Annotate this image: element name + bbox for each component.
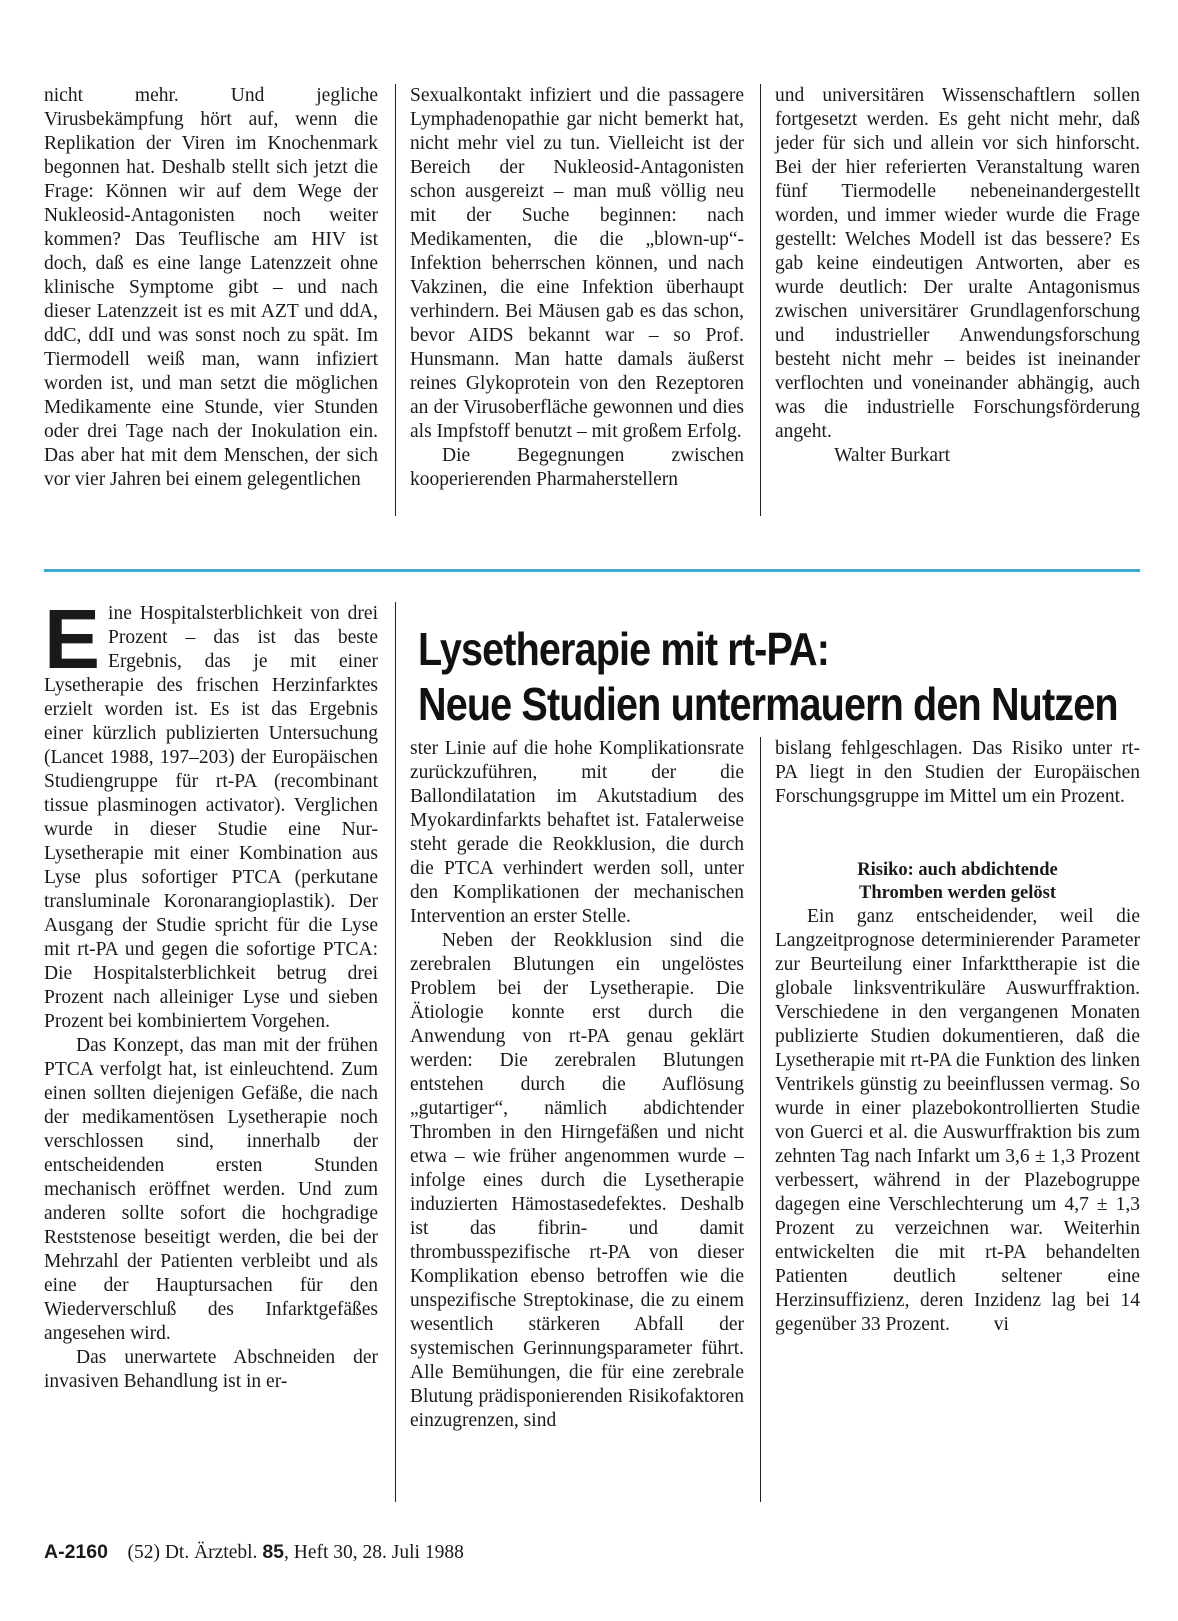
headline-line: Lysetherapie mit rt-PA: xyxy=(418,623,830,675)
citation-text: (52) Dt. Ärztebl. xyxy=(127,1542,258,1563)
main-col2-paragraph: ster Linie auf die hohe Komplikationsrate zurückzuführen, mit der die Ballondilatation im Akutstadium des Myokardinfarkts behaftet ist. Fatalerweise steht gerade die Reokklusion, die durch die PTCA verhindert werden soll, unter den Komplikationen der mechanischen Intervention an erster Stelle. xyxy=(410,738,744,927)
author-initials: vi xyxy=(993,1314,1009,1335)
top-col2-paragraph: Die Begegnungen zwischen kooperierenden Pharmaherstellern xyxy=(410,445,744,490)
column-rule xyxy=(760,737,761,1502)
author-signature: Walter Burkart xyxy=(834,445,950,466)
top-col1-text: nicht mehr. Und jegliche Virusbekämpfung hört auf, wenn die Replikation der Viren im Knochenmark begonnen hat. Deshalb stellt sich jetzt die Frage: Können wir auf dem Wege der Nukleosid-Antagonisten noch weiter kommen? Das Teuflische am HIV ist doch, daß es eine lange Latenzzeit ohne klinische Symptome gibt – und nach dieser Latenzzeit ist es mit AZT und ddA, ddC, ddI und was sonst noch zu spät. Im Tiermodell weiß man, wann infiziert worden ist, und man setzt die möglichen Medikamente eine Stunde, vier Stunden oder drei Tage nach der Inokulation ein. Das aber hat mit dem Menschen, der sich vor vier Jahren bei einem gelegentlichen xyxy=(44,85,378,490)
main-column-1 xyxy=(44,592,378,1394)
column-rule xyxy=(395,602,396,1502)
citation-issue: , Heft 30, 28. Juli 1988 xyxy=(284,1542,464,1563)
main-col1-paragraph: Das unerwartete Abschneiden der invasiven Behandlung ist in er- xyxy=(44,1347,378,1392)
section-divider xyxy=(44,569,1140,572)
volume-number: 85 xyxy=(262,1541,285,1563)
main-column-3 xyxy=(775,737,1140,1337)
column-rule xyxy=(760,84,761,516)
subheading: Risiko: auch abdichtende Thromben werden gelöst xyxy=(857,860,1058,903)
main-col3-paragraph: Ein ganz entscheidender, weil die Langzeitprognose determinierender Parameter zur Beurteilung einer Infarkttherapie ist die globale linksventrikuläre Auswurffraktion. Verschiedene in den vergangenen Monaten publizierte Studien dokumentieren, daß die Lysetherapie mit rt-PA die Funktion des linken Ventrikels günstig zu beeinflussen vermag. So wurde in einer plazebokontrollierten Studie von Guerci et al. die Auswurffraktion bis zum zehnten Tag nach Infarkt um 3,6 ± 1,3 Prozent verbessert, während in der Plazebogruppe dagegen eine Verschlechterung um 4,7 ± 1,3 Prozent zu verzeichnen war. Weiterhin entwickelten die mit rt-PA behandelten Patienten deutlich seltener eine Herzinsuffizienz, deren Inzidenz lag bei 14 gegenüber 33 Prozent. vi xyxy=(775,906,1140,1335)
main-column-2 xyxy=(410,737,744,1433)
top-column-2 xyxy=(410,84,744,492)
top-column-1 xyxy=(44,84,378,492)
top-column-3 xyxy=(775,84,1140,468)
main-col1-paragraph: Eine Hospitalsterblichkeit von drei Prozent – das ist das beste Ergebnis, das je mit einer Lysetherapie des frischen Herzinfarktes erzielt worden ist. Es ist das Ergebnis einer kürzlich publizierten Untersuchung (Lancet 1988, 197–203) der Europäischen Studiengruppe für rt-PA (recombinant tissue plasminogen activator). Verglichen wurde in dieser Studie eine Nur-Lysetherapie mit einer Kombination aus Lyse plus sofortiger PTCA (perkutane transluminale Koronarangioplastik). Der Ausgang der Studie spricht für die Lyse mit rt-PA und gegen die sofortige PTCA: Die Hospitalsterblichkeit betrug drei Prozent nach alleiniger Lyse und sieben Prozent bei kombiniertem Vorgehen. xyxy=(44,592,378,1032)
page-footer xyxy=(44,1541,464,1564)
top-col2-paragraph: Sexualkontakt infiziert und die passagere Lymphadenopathie gar nicht bemerkt hat, nicht mehr viel zu tun. Vielleicht ist der Bereich der Nukleosid-Antagonisten schon ausgereizt – man muß völlig neu mit der Suche beginnen: nach Medikamenten, die die „blown-up“-Infektion beherrschen können, und nach Vakzinen, die eine Infektion überhaupt verhindern. Bei Mäusen gab es das schon, bevor AIDS bekannt war – so Prof. Hunsmann. Man hatte damals äußerst reines Glykoprotein von den Rezeptoren an der Virusoberfläche gewonnen und dies als Impfstoff benutzt – mit großem Erfolg. xyxy=(410,85,744,442)
top-col3-text: und universitären Wissenschaftlern sollen fortgesetzt werden. Es geht nicht mehr, daß jeder für sich und allein vor sich hinforscht. Bei der hier referierten Veranstaltung waren fünf Tiermodelle nebeneinandergestellt worden, und immer wieder wurde die Frage gestellt: Welches Modell ist das bessere? Es gab keine eindeutigen Antworten, aber es wurde deutlich: Der uralte Antagonismus zwischen universitärer Grundlagenforschung und industrieller Anwendungsforschung besteht nicht mehr – beides ist ineinander verflochten und voneinander abhängig, auch was die industrielle Forschungsförderung angeht. xyxy=(775,85,1140,442)
column-rule xyxy=(395,84,396,516)
article-headline xyxy=(418,622,1118,732)
main-col1-paragraph: Das Konzept, das man mit der frühen PTCA verfolgt hat, ist einleuchtend. Zum einen sollten diejenigen Gefäße, die nach der medikamentösen Lysetherapie noch verschlossen sind, innerhalb der entscheidenden ersten Stunden mechanisch eröffnet werden. Und zum anderen sollte sofort die hochgradige Reststenose beseitigt werden, die bei der Mehrzahl der Patienten verbleibt und als eine der Hauptursachen für den Wiederverschluß des Infarktgefäßes angesehen wird. xyxy=(44,1035,378,1344)
page-number: A-2160 xyxy=(44,1541,108,1563)
headline-line: Neue Studien untermauern den Nutzen xyxy=(418,678,1118,730)
main-col2-paragraph: Neben der Reokklusion sind die zerebralen Blutungen ein ungelöstes Problem bei der Lysetherapie. Die Ätiologie konnte erst durch die Anwendung von rt-PA genau geklärt werden: Die zerebralen Blutungen entstehen durch die Auflösung „gutartiger“, nämlich abdichtender Thromben in den Hirngefäßen und nicht etwa – wie früher angenommen wurde – infolge eines durch die Lysetherapie induzierten Hämostasedefektes. Deshalb ist das fibrin- und damit thrombusspezifische rt-PA von dieser Komplikation ebenso betroffen wie die unspezifische Streptokinase, die zu einem wesentlich stärkeren Abfall der systemischen Gerinnungsparameter führt. Alle Bemühungen, die für eine zerebrale Blutung prädisponierenden Risikofaktoren einzugrenzen, sind xyxy=(410,930,744,1431)
main-col3-paragraph: bislang fehlgeschlagen. Das Risiko unter rt-PA liegt in den Studien der Europäischen Forschungsgruppe im Mittel um ein Prozent. xyxy=(775,738,1140,807)
drop-cap: E xyxy=(44,592,101,686)
